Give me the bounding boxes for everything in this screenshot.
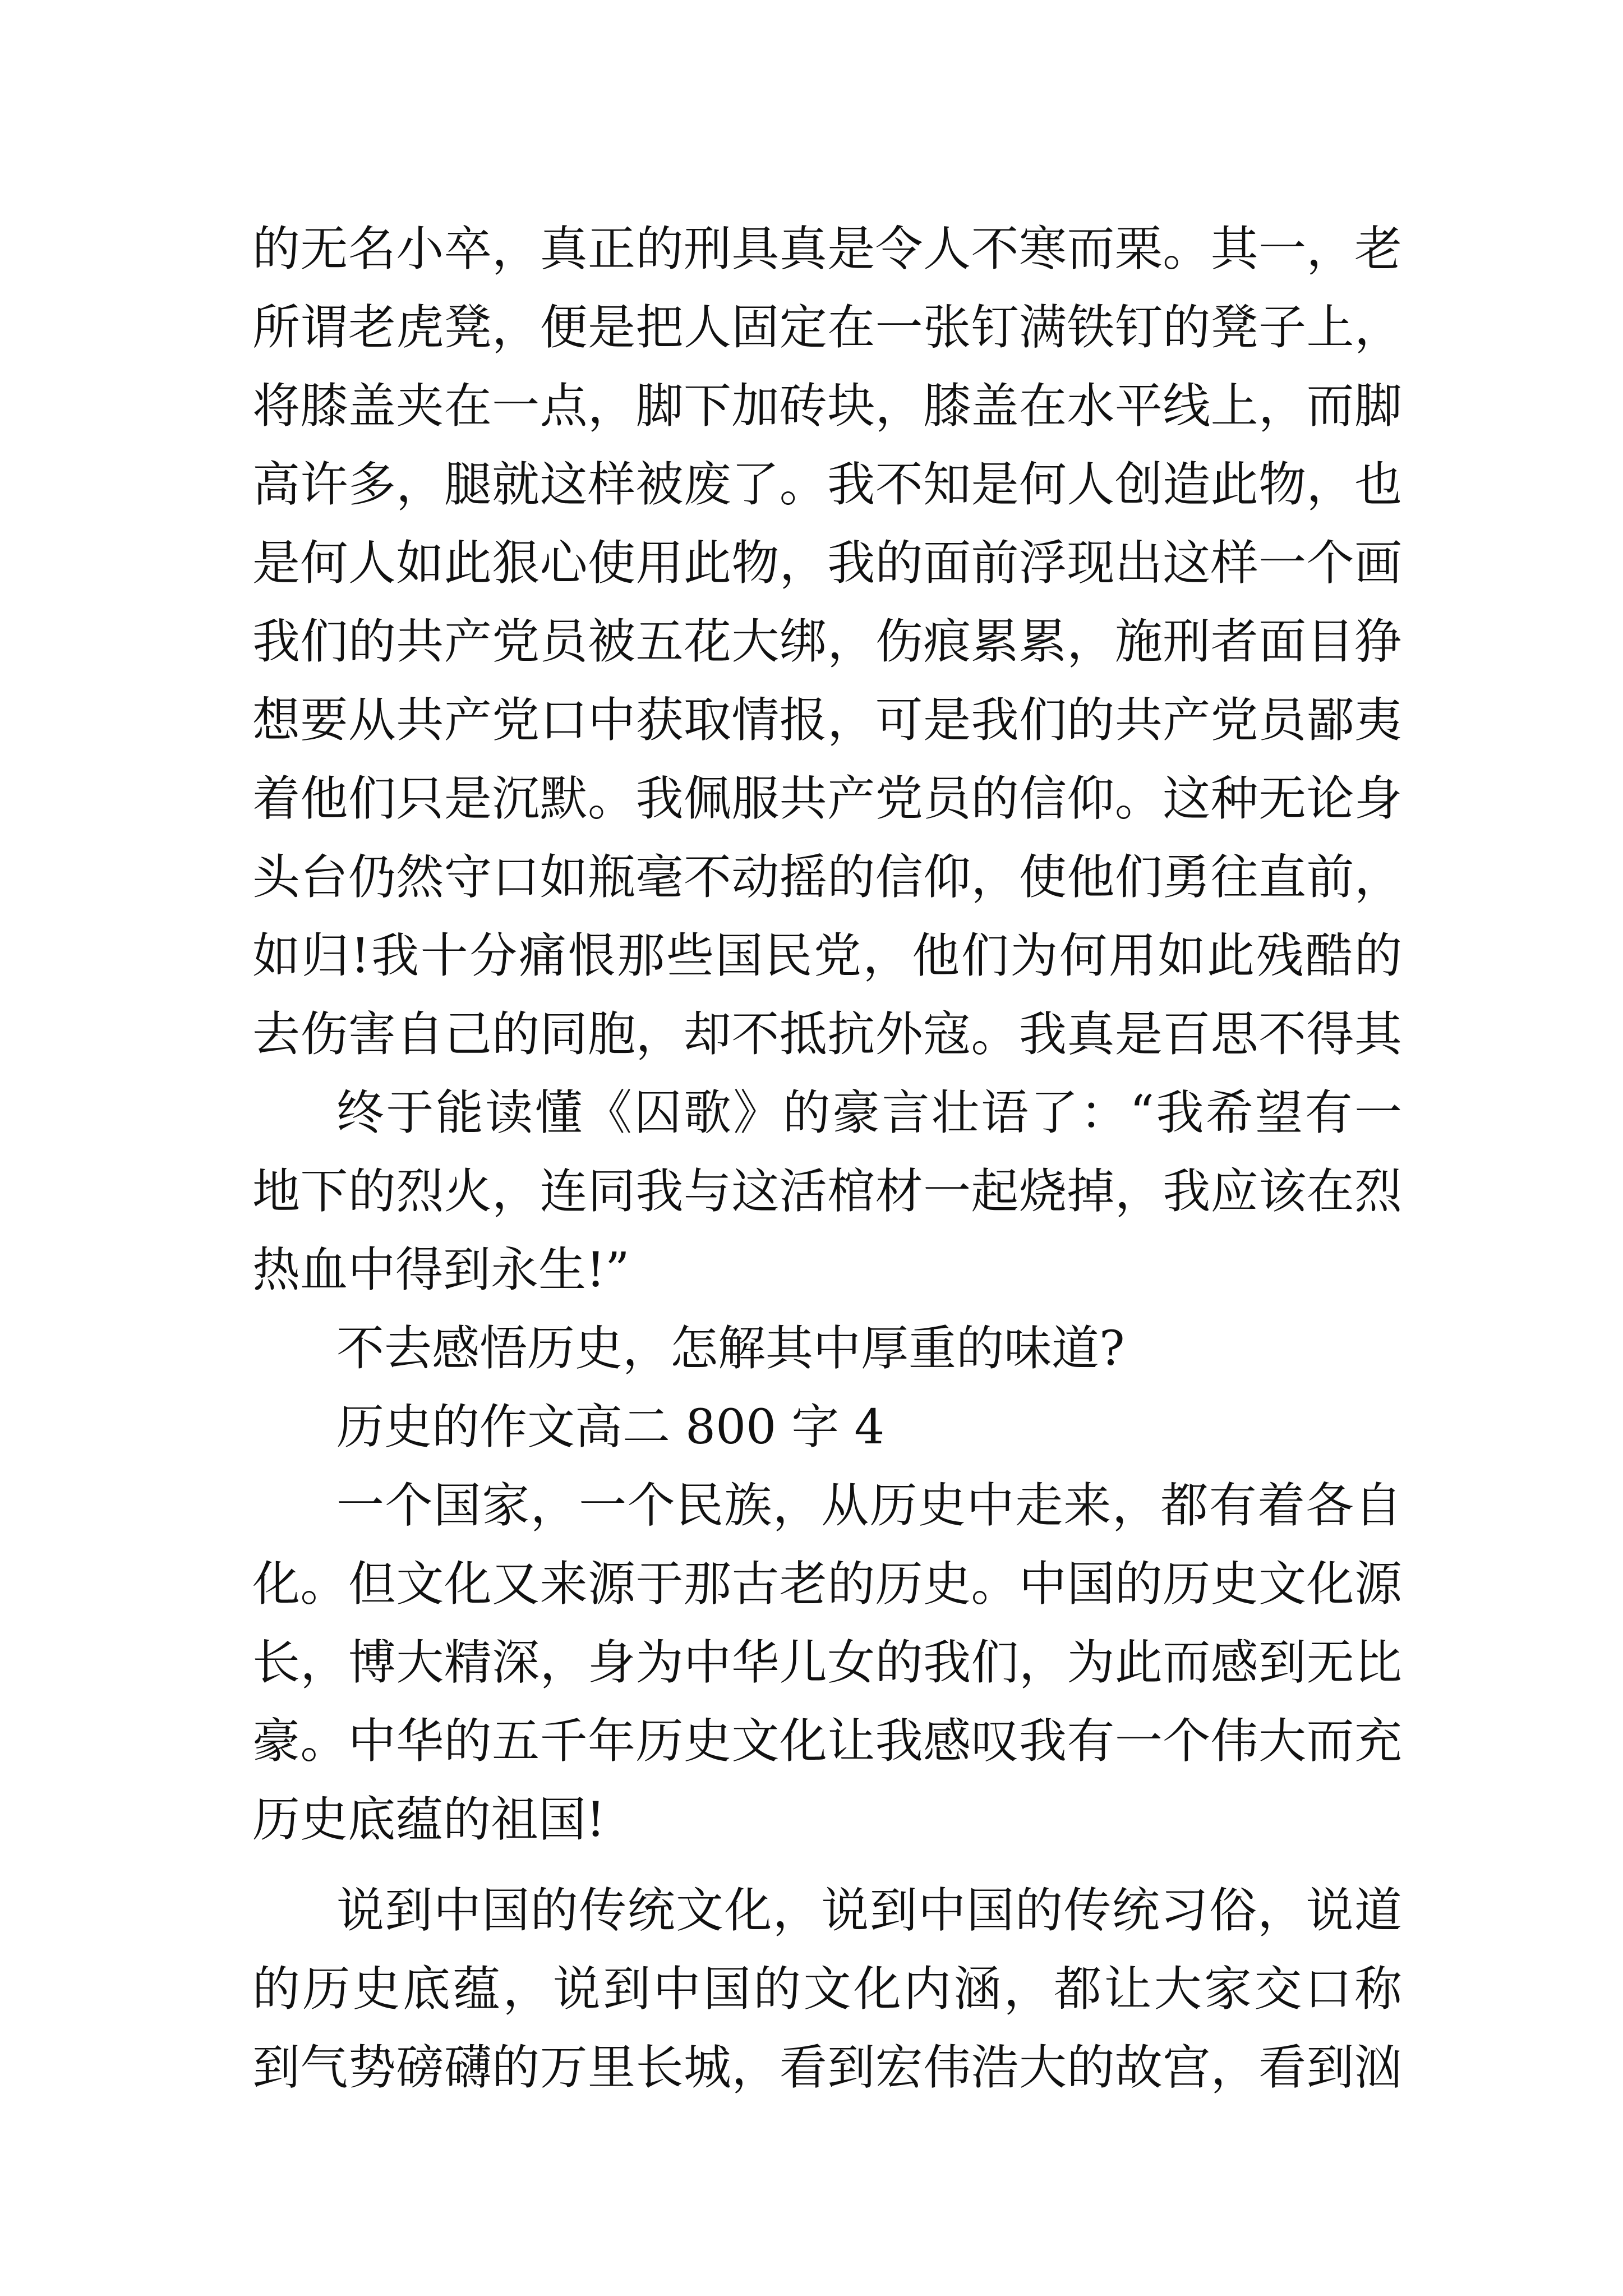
text-line: 如归!我十分痛恨那些国民党，他们为何用如此残酷的 bbox=[252, 928, 1402, 984]
paragraph-first-line: 一个国家，一个民族，从历史中走来，都有着各自 bbox=[336, 1478, 1402, 1534]
text-line: 将膝盖夹在一点，脚下加砖块，膝盖在水平线上，而脚 bbox=[252, 379, 1402, 434]
text-line: 化。但文化又来源于那古老的历史。中国的历史文化源 bbox=[252, 1557, 1402, 1612]
section-heading: 历史的作文高二 800 字 4 bbox=[336, 1400, 885, 1455]
text-line: 是何人如此狠心使用此物，我的面前浮现出这样一个画 bbox=[252, 536, 1402, 591]
text-line: 长，博大精深，身为中华儿女的我们，为此而感到无比 bbox=[252, 1635, 1402, 1691]
text-line: 所谓老虎凳，便是把人固定在一张钉满铁钉的凳子上， bbox=[252, 300, 1402, 356]
text-line: 去伤害自己的同胞，却不抵抗外寇。我真是百思不得其 bbox=[252, 1007, 1402, 1062]
paragraph-first-line: 不去感悟历史，怎解其中厚重的味道? bbox=[336, 1321, 1125, 1377]
text-line: 豪。中华的五千年历史文化让我感叹我有一个伟大而充 bbox=[252, 1714, 1402, 1769]
text-line: 地下的烈火，连同我与这活棺材一起烧掉，我应该在烈 bbox=[252, 1164, 1402, 1220]
document-body bbox=[252, 210, 1402, 2108]
text-line: 到气势磅礴的万里长城，看到宏伟浩大的故宫，看到汹 bbox=[252, 2040, 1402, 2096]
text-line: 历史底蕴的祖国! bbox=[252, 1792, 606, 1848]
text-line: 我们的共产党员被五花大绑，伤痕累累，施刑者面目狰 bbox=[252, 614, 1402, 670]
text-line: 头台仍然守口如瓶毫不动摇的信仰，使他们勇往直前， bbox=[252, 850, 1402, 905]
text-line: 的历史底蕴，说到中国的文化内涵，都让大家交口称 bbox=[252, 1962, 1402, 2017]
text-line: 着他们只是沉默。我佩服共产党员的信仰。这种无论身 bbox=[252, 771, 1402, 827]
text-line: 想要从共产党口中获取情报，可是我们的共产党员鄙夷 bbox=[252, 693, 1402, 748]
text-line: 热血中得到永生!” bbox=[252, 1243, 630, 1298]
paragraph-first-line: 终于能读懂《囚歌》的豪言壮语了：“我希望有一 bbox=[336, 1085, 1402, 1141]
paragraph-first-line: 说到中国的传统文化，说到中国的传统习俗，说道 bbox=[336, 1883, 1402, 1939]
text-line: 高许多，腿就这样被废了。我不知是何人创造此物，也 bbox=[252, 457, 1402, 513]
text-line: 的无名小卒，真正的刑具真是令人不寒而栗。其一，老 bbox=[252, 222, 1402, 277]
